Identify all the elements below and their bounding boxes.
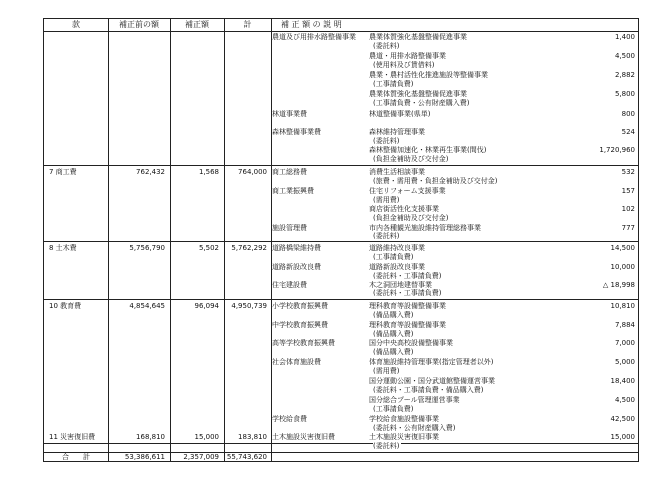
desc-item: 市内各種観光施設維持管理総務事業 xyxy=(369,224,481,232)
header-desc: 補 正 額 の 説 明 xyxy=(281,20,342,29)
before-value: 5,756,790 xyxy=(129,244,165,252)
desc-amount: 777 xyxy=(621,224,635,232)
desc-note: (備品購入費) xyxy=(373,330,414,338)
desc-item: 農業体質強化基盤整備促進事業 xyxy=(369,90,467,98)
item-name: 道路新設改良費 xyxy=(272,263,321,271)
desc-amount: 157 xyxy=(621,187,635,195)
row-divider xyxy=(44,443,638,444)
desc-item: 農業・農村活性化推進施設等整備事業 xyxy=(369,71,488,79)
desc-item: 森林維持管理事業 xyxy=(369,128,425,136)
before-value: 168,810 xyxy=(136,433,165,441)
item-name: 学校給食費 xyxy=(272,415,307,423)
item-name: 森林整備事業費 xyxy=(272,128,321,136)
col-divider xyxy=(271,19,272,461)
item-name: 高等学校教育振興費 xyxy=(272,339,335,347)
before-value: 4,854,645 xyxy=(129,302,165,310)
desc-item: 木之洞団地建替事業 xyxy=(369,281,432,289)
col-divider xyxy=(108,19,109,461)
desc-item: 理科教育等設備整備事業 xyxy=(369,321,446,329)
item-name: 施設管理費 xyxy=(272,224,307,232)
desc-amount: 2,882 xyxy=(614,71,635,79)
sum-label: 合 計 xyxy=(62,453,90,461)
item-name: 小学校教育振興費 xyxy=(272,302,328,310)
desc-item: 住宅リフォーム支援事業 xyxy=(369,187,446,195)
row-divider xyxy=(44,299,638,300)
desc-amount: 4,500 xyxy=(614,396,635,404)
desc-amount: 15,000 xyxy=(610,433,635,441)
item-name: 社会体育施設費 xyxy=(272,358,321,366)
row-divider xyxy=(44,31,638,32)
desc-item: 農業体質強化基盤整備促進事業 xyxy=(369,33,467,41)
desc-item: 森林整備加速化・林業再生事業(間伐) xyxy=(369,146,487,154)
header-amount: 補正額 xyxy=(185,20,209,29)
desc-amount: 800 xyxy=(621,110,635,118)
before-value: 762,432 xyxy=(136,168,165,176)
desc-note: (工事請負費) xyxy=(373,80,414,88)
desc-note: (工事請負費) xyxy=(373,405,414,413)
desc-note: (工事請負費) xyxy=(373,253,414,261)
item-name: 土木施設災害復旧費 xyxy=(272,433,335,441)
desc-item: 道路維持改良事業 xyxy=(369,244,425,252)
kan-label: 7 商工費 xyxy=(49,168,77,176)
amount-value: 1,568 xyxy=(198,168,219,176)
sum-total: 55,743,620 xyxy=(226,453,267,461)
desc-amount: 524 xyxy=(621,128,635,136)
desc-note: (委託料) xyxy=(373,442,400,450)
desc-item: 体育施設維持管理事業(指定管理者以外) xyxy=(369,358,494,366)
desc-amount: 5,000 xyxy=(614,358,635,366)
kan-label: 11 災害復旧費 xyxy=(49,433,96,441)
sum-amount: 2,357,009 xyxy=(183,453,219,461)
total-value: 5,762,292 xyxy=(231,244,267,252)
item-name: 商工業振興費 xyxy=(272,187,314,195)
row-divider xyxy=(44,241,638,242)
desc-item: 土木施設災害復旧事業 xyxy=(369,433,439,441)
amount-value: 96,094 xyxy=(194,302,219,310)
desc-amount: 4,500 xyxy=(614,52,635,60)
desc-amount: 10,810 xyxy=(610,302,635,310)
header-before: 補正前の額 xyxy=(119,20,159,29)
kan-label: 10 教育費 xyxy=(49,302,82,310)
desc-amount: 14,500 xyxy=(610,244,635,252)
item-name: 林道事業費 xyxy=(272,110,307,118)
desc-amount: 1,720,960 xyxy=(599,146,635,154)
item-name: 中学校教育振興費 xyxy=(272,321,328,329)
desc-note: (工事請負費・公有財産購入費) xyxy=(373,99,470,107)
desc-note: (需用費) xyxy=(373,196,400,204)
item-name: 住宅建設費 xyxy=(272,281,307,289)
desc-item: 理科教育等設備整備事業 xyxy=(369,302,446,310)
budget-table xyxy=(43,18,639,462)
row-divider xyxy=(44,165,638,166)
desc-note: (使用料及び賃借料) xyxy=(373,61,435,69)
desc-item: 農道・用排水路整備事業 xyxy=(369,52,446,60)
desc-amount: 532 xyxy=(621,168,635,176)
sum-before: 53,386,611 xyxy=(124,453,165,461)
desc-item: 国分運動公園・国分武道館整備運営事業 xyxy=(369,377,495,385)
desc-note: (負担金補助及び交付金) xyxy=(373,214,449,222)
desc-note: (委託料・公有財産購入費) xyxy=(373,424,456,432)
desc-note: (委託料) xyxy=(373,232,400,240)
desc-amount: 102 xyxy=(621,205,635,213)
col-divider xyxy=(224,19,225,461)
desc-note: (需用費) xyxy=(373,367,400,375)
desc-note: (委託料・工事請負費) xyxy=(373,289,442,297)
desc-amount: 10,000 xyxy=(610,263,635,271)
desc-amount: 1,400 xyxy=(614,33,635,41)
desc-amount: 7,884 xyxy=(614,321,635,329)
desc-item: 国分中央高校設備整備事業 xyxy=(369,339,453,347)
desc-note: (負担金補助及び交付金) xyxy=(373,155,449,163)
item-name: 商工総務費 xyxy=(272,168,307,176)
desc-note: (委託料) xyxy=(373,137,400,145)
desc-note: (旅費・需用費・負担金補助及び交付金) xyxy=(373,177,498,185)
desc-note: (委託料・工事請負費・備品購入費) xyxy=(373,386,484,394)
amount-value: 5,502 xyxy=(198,244,219,252)
desc-amount: 18,400 xyxy=(610,377,635,385)
desc-amount: 42,500 xyxy=(610,415,635,423)
item-name: 道路橋梁維持費 xyxy=(272,244,321,252)
desc-amount: △ 18,998 xyxy=(602,281,635,289)
desc-note: (委託料・工事請負費) xyxy=(373,272,442,280)
header-total: 計 xyxy=(243,20,252,29)
desc-amount: 5,800 xyxy=(614,90,635,98)
desc-note: (備品購入費) xyxy=(373,311,414,319)
total-value: 4,950,739 xyxy=(231,302,267,310)
desc-item: 商店街活性化支援事業 xyxy=(369,205,439,213)
kan-label: 8 土木費 xyxy=(49,244,77,252)
col-divider xyxy=(170,19,171,461)
desc-item: 国分総合プール管理運営事業 xyxy=(369,396,460,404)
desc-note: (備品購入費) xyxy=(373,348,414,356)
header-kan: 款 xyxy=(72,20,80,29)
desc-item: 学校給食施設整備事業 xyxy=(369,415,439,423)
item-name: 農道及び用排水路整備事業 xyxy=(272,33,356,41)
desc-item: 消費生活相談事業 xyxy=(369,168,425,176)
total-value: 183,810 xyxy=(238,433,267,441)
amount-value: 15,000 xyxy=(194,433,219,441)
desc-amount: 7,000 xyxy=(614,339,635,347)
desc-item: 道路新設改良事業 xyxy=(369,263,425,271)
desc-item: 林道整備事業(県単) xyxy=(369,110,431,118)
desc-note: (委託料) xyxy=(373,42,400,50)
total-value: 764,000 xyxy=(238,168,267,176)
